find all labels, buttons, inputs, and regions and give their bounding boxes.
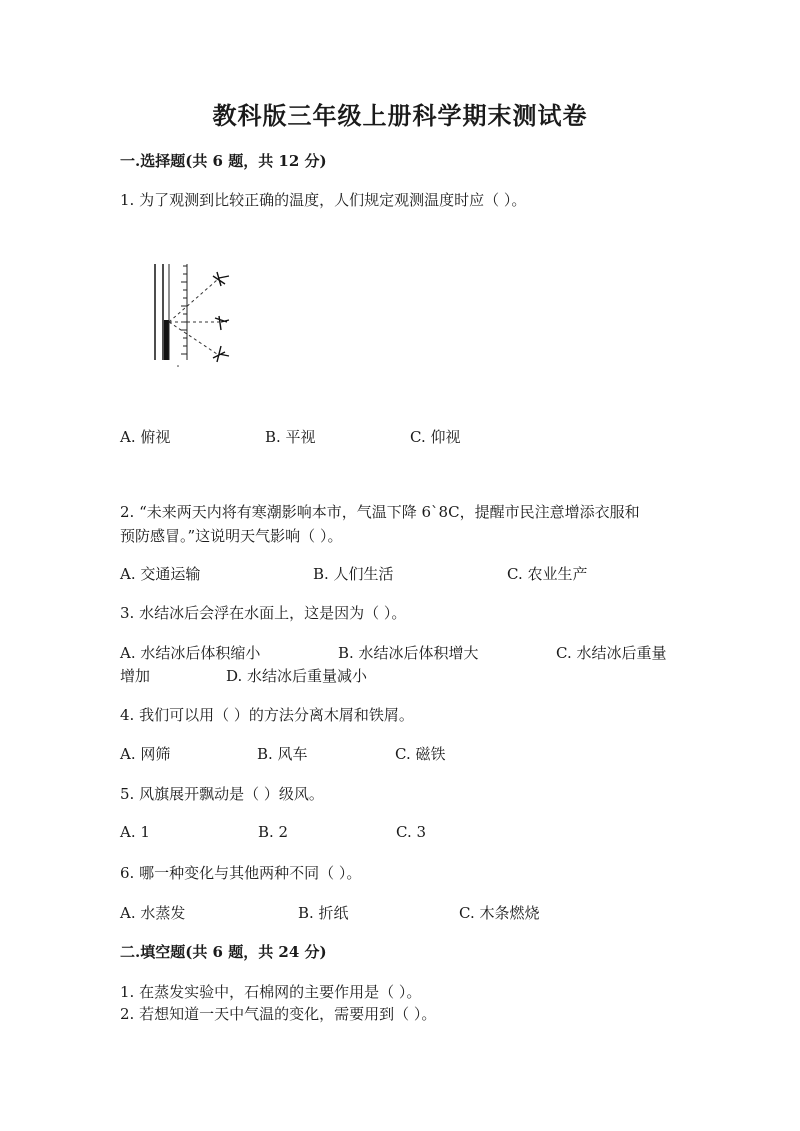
question-6-option-b: B. 折纸 <box>298 904 349 922</box>
question-5-option-b: B. 2 <box>258 823 289 841</box>
question-2-option-c: C. 农业生产 <box>507 565 588 583</box>
question-3-option-b: B. 水结冰后体积增大 <box>338 644 479 662</box>
fill-question-2: 2. 若想知道一天中气温的变化，需要用到（ ）。 <box>120 1005 437 1023</box>
question-5-stem: 5. 风旗展开飘动是（ ）级风。 <box>120 785 324 803</box>
section-heading-choice: 一.选择题(共 6 题，共 12 分) <box>120 152 327 170</box>
question-6-option-c: C. 木条燃烧 <box>459 904 540 922</box>
fill-question-1: 1. 在蒸发实验中，石棉网的主要作用是（ ）。 <box>120 983 422 1001</box>
question-5-option-a: A. 1 <box>120 823 150 841</box>
thermometer-viewing-figure <box>145 258 245 370</box>
question-2-option-a: A. 交通运输 <box>120 565 201 583</box>
section-heading-fill-in: 二.填空题(共 6 题，共 24 分) <box>120 943 327 961</box>
page-title: 教科版三年级上册科学期末测试卷 <box>212 101 588 130</box>
question-4-option-c: C. 磁铁 <box>395 745 446 763</box>
question-2-option-b: B. 人们生活 <box>313 565 394 583</box>
question-6-option-a: A. 水蒸发 <box>120 904 186 922</box>
question-5-option-c: C. 3 <box>396 823 427 841</box>
question-2-stem-line2: 预防感冒。”这说明天气影响（ ）。 <box>120 527 343 545</box>
question-6-stem: 6. 哪一种变化与其他两种不同（ ）。 <box>120 864 362 882</box>
question-4-stem: 4. 我们可以用（ ）的方法分离木屑和铁屑。 <box>120 706 414 724</box>
question-3-option-c: C. 水结冰后重量 <box>556 644 667 662</box>
question-4-option-a: A. 网筛 <box>120 745 171 763</box>
question-4-option-b: B. 风车 <box>257 745 308 763</box>
question-1-option-c: C. 仰视 <box>410 428 461 446</box>
question-3-option-a: A. 水结冰后体积缩小 <box>120 644 261 662</box>
question-1-option-a: A. 俯视 <box>120 428 171 446</box>
question-3-option-d: D. 水结冰后重量减小 <box>226 667 368 685</box>
question-1-stem: 1. 为了观测到比较正确的温度，人们规定观测温度时应（ ）。 <box>120 191 527 209</box>
question-3-option-c-continued: 增加 <box>120 667 151 685</box>
question-2-stem-line1: 2. “未来两天内将有寒潮影响本市，气温下降 6`8C，提醒市民注意增添衣服和 <box>120 503 640 521</box>
question-1-option-b: B. 平视 <box>265 428 316 446</box>
question-3-stem: 3. 水结冰后会浮在水面上，这是因为（ ）。 <box>120 604 407 622</box>
